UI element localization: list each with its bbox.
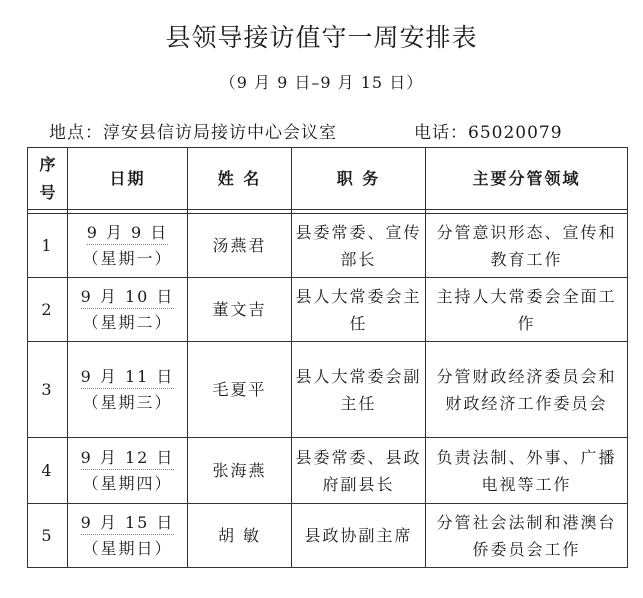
header-position: 职 务 bbox=[292, 148, 426, 210]
row-name: 董文吉 bbox=[188, 278, 292, 342]
page-title: 县领导接访值守一周安排表 bbox=[165, 23, 478, 52]
schedule-table bbox=[27, 147, 628, 568]
table-row bbox=[28, 214, 628, 278]
table-row bbox=[28, 438, 628, 504]
header-index: 序号 bbox=[28, 148, 68, 210]
row-index: 3 bbox=[28, 342, 68, 438]
row-index: 4 bbox=[28, 438, 68, 504]
phone-info bbox=[414, 118, 563, 143]
row-name: 汤燕君 bbox=[188, 214, 292, 278]
row-area: 分管社会法制和港澳台侨委员会工作 bbox=[426, 504, 628, 568]
location-text: 地点：淳安县信访局接访中心会议室 bbox=[49, 123, 337, 143]
row-area: 负责法制、外事、广播电视等工作 bbox=[426, 438, 628, 504]
row-name: 毛夏平 bbox=[188, 342, 292, 438]
table-header-row bbox=[28, 148, 628, 210]
row-name: 张海燕 bbox=[188, 438, 292, 504]
row-date: 9 月 10 日 （星期二） bbox=[68, 278, 188, 342]
row-position: 县人大常委会主任 bbox=[292, 278, 426, 342]
row-position: 县政协副主席 bbox=[292, 504, 426, 568]
row-area: 主持人大常委会全面工作 bbox=[426, 278, 628, 342]
phone-number: 65020079 bbox=[468, 123, 563, 143]
row-area: 分管财政经济委员会和财政经济工作委员会 bbox=[426, 342, 628, 438]
table-row bbox=[28, 278, 628, 342]
row-index: 2 bbox=[28, 278, 68, 342]
header-area: 主要分管领域 bbox=[426, 148, 628, 210]
row-date: 9 月 9 日 （星期一） bbox=[68, 214, 188, 278]
header-date: 日期 bbox=[68, 148, 188, 210]
row-date: 9 月 12 日 （星期四） bbox=[68, 438, 188, 504]
table-row bbox=[28, 504, 628, 568]
date-range-subtitle: （9 月 9 日–9 月 15 日） bbox=[219, 73, 424, 92]
row-position: 县人大常委会副主任 bbox=[292, 342, 426, 438]
row-name: 胡 敏 bbox=[188, 504, 292, 568]
row-index: 1 bbox=[28, 214, 68, 278]
row-date: 9 月 11 日 （星期三） bbox=[68, 342, 188, 438]
row-position: 县委常委、宣传部长 bbox=[292, 214, 426, 278]
table-row bbox=[28, 342, 628, 438]
row-index: 5 bbox=[28, 504, 68, 568]
row-area: 分管意识形态、宣传和教育工作 bbox=[426, 214, 628, 278]
header-name: 姓 名 bbox=[188, 148, 292, 210]
row-position: 县委常委、县政府副县长 bbox=[292, 438, 426, 504]
phone-label: 电话： bbox=[414, 123, 468, 143]
row-date: 9 月 15 日 （星期日） bbox=[68, 504, 188, 568]
